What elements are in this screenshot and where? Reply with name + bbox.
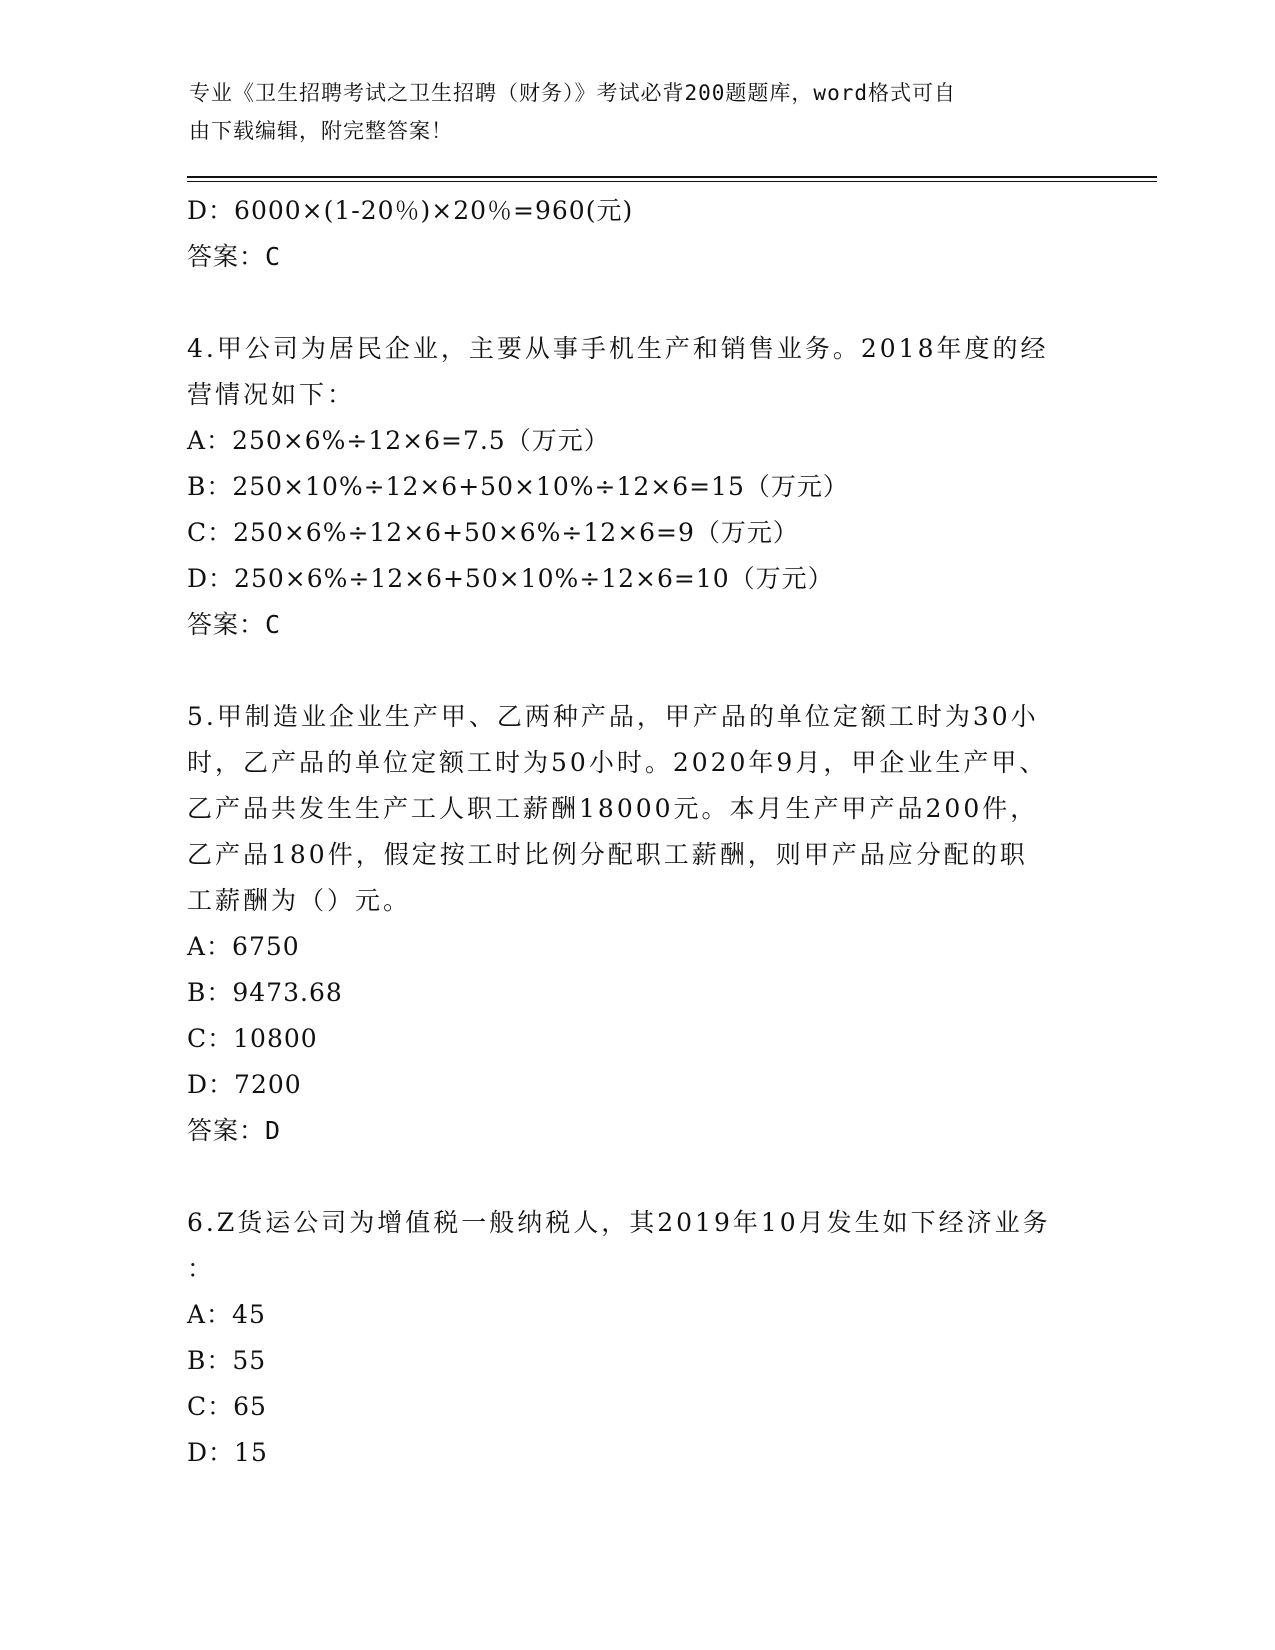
q5-answer: 答案：D <box>187 1116 282 1145</box>
q5-option-a: A：6750 <box>187 932 300 961</box>
q4-option-d: D：250×6%÷12×6+50×10%÷12×6=10（万元） <box>187 564 834 593</box>
question-6 <box>187 1200 1087 1476</box>
q4-option-b: B：250×10%÷12×6+50×10%÷12×6=15（万元） <box>187 472 849 501</box>
header-divider-thin <box>187 181 1157 182</box>
document-header <box>189 74 1079 150</box>
q5-option-d: D：7200 <box>187 1070 302 1099</box>
q4-option-a: A：250×6%÷12×6=7.5（万元） <box>187 426 610 455</box>
q5-stem-line-4: 乙产品180件，假定按工时比例分配职工薪酬，则甲产品应分配的职 <box>187 840 1028 869</box>
question-5 <box>187 694 1087 1154</box>
q3-answer: 答案：C <box>187 242 282 271</box>
spacer <box>187 1154 1087 1200</box>
header-line-1: 专业《卫生招聘考试之卫生招聘（财务）》考试必背200题题库，word格式可自 <box>189 81 956 105</box>
q4-option-c: C：250×6%÷12×6+50×6%÷12×6=9（万元） <box>187 518 799 547</box>
question-3-tail <box>187 188 1087 280</box>
q6-option-b: B：55 <box>187 1346 267 1375</box>
question-4 <box>187 326 1087 648</box>
q5-option-c: C：10800 <box>187 1024 318 1053</box>
q4-answer: 答案：C <box>187 610 282 639</box>
spacer <box>187 280 1087 326</box>
q3-option-d: D：6000×(1-20％)×20％=960(元) <box>187 196 634 225</box>
header-line-2: 由下载编辑，附完整答案！ <box>189 119 453 143</box>
q6-stem-line-1: 6.Z货运公司为增值税一般纳税人，其2019年10月发生如下经济业务 <box>187 1208 1051 1237</box>
q5-stem-line-2: 时，乙产品的单位定额工时为50小时。2020年9月，甲企业生产甲、 <box>187 748 1048 777</box>
document-body <box>187 188 1087 1476</box>
q6-option-a: A：45 <box>187 1300 266 1329</box>
q6-option-d: D：15 <box>187 1438 268 1467</box>
q6-stem-line-2: ： <box>187 1254 214 1283</box>
q4-stem-line-2: 营情况如下： <box>187 380 356 409</box>
q4-stem-line-1: 4.甲公司为居民企业，主要从事手机生产和销售业务。2018年度的经 <box>187 334 1049 363</box>
q6-option-c: C：65 <box>187 1392 267 1421</box>
spacer <box>187 648 1087 694</box>
q5-stem-line-1: 5.甲制造业企业生产甲、乙两种产品，甲产品的单位定额工时为30小 <box>187 702 1039 731</box>
q5-option-b: B：9473.68 <box>187 978 343 1007</box>
q5-stem-line-5: 工薪酬为（）元。 <box>187 886 412 915</box>
q5-stem-line-3: 乙产品共发生生产工人职工薪酬18000元。本月生产甲产品200件， <box>187 794 1039 823</box>
header-divider-thick <box>187 176 1157 178</box>
